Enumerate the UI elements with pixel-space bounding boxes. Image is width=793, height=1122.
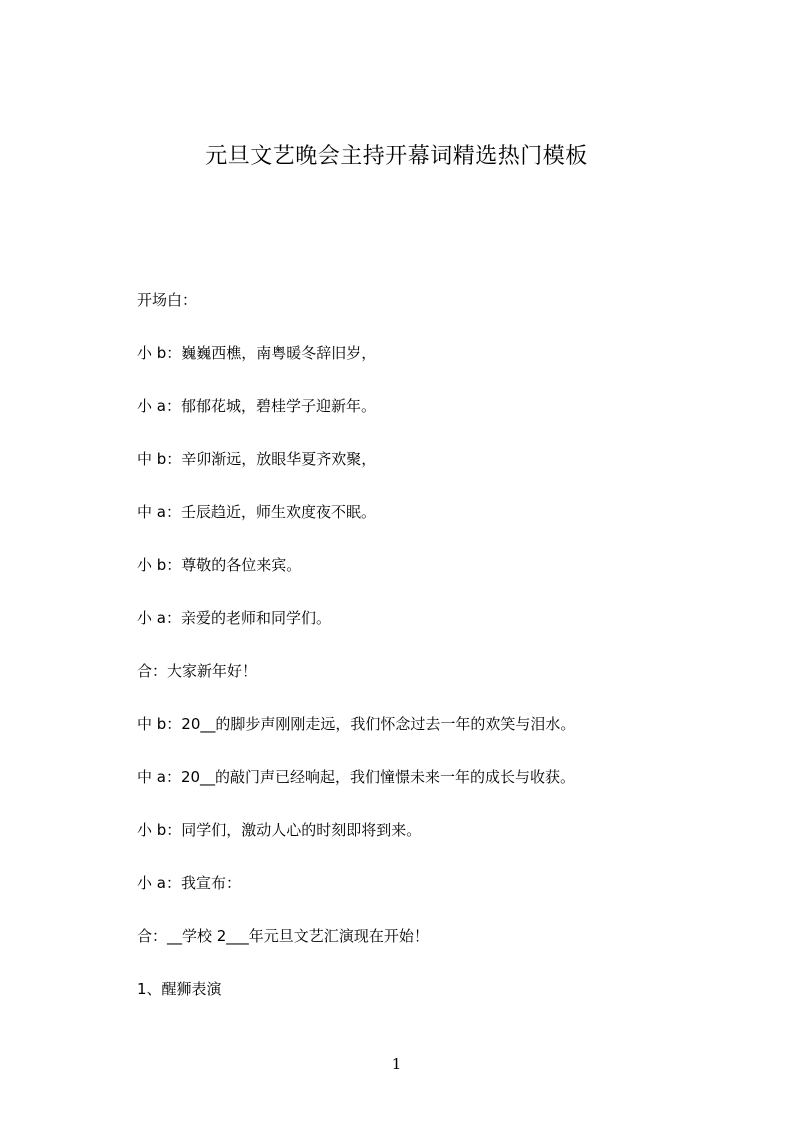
paragraph-line: 小 a：郁郁花城，碧桂学子迎新年。 [137, 397, 376, 415]
paragraph-line: 小 b：尊敬的各位来宾。 [137, 556, 302, 574]
paragraph-line: 中 a：壬辰趋近，师生欢度夜不眠。 [137, 503, 376, 521]
paragraph-line: 合：大家新年好！ [137, 662, 258, 680]
paragraph-line: 中 b：20__的脚步声刚刚走远，我们怀念过去一年的欢笑与泪水。 [137, 715, 576, 733]
paragraph-line: 中 a：20__的敲门声已经响起，我们憧憬未来一年的成长与收获。 [137, 768, 576, 786]
paragraph-line: 小 b：巍巍西樵，南粤暖冬辞旧岁， [137, 344, 377, 362]
document-title: 元旦文艺晚会主持开幕词精选热门模板 [205, 144, 588, 169]
program-item-heading: 1、醒狮表演 [137, 980, 222, 998]
page-number: 1 [391, 1055, 402, 1073]
paragraph-line: 合：__学校 2___年元旦文艺汇演现在开始！ [137, 927, 429, 945]
paragraph-opening-label: 开场白： [137, 291, 198, 309]
paragraph-line: 中 b：辛卯渐远，放眼华夏齐欢聚， [137, 450, 377, 468]
paragraph-line: 小 a：亲爱的老师和同学们。 [137, 609, 331, 627]
paragraph-line: 小 a：我宣布： [137, 874, 241, 892]
paragraph-line: 小 b：同学们，激动人心的时刻即将到来。 [137, 821, 422, 839]
